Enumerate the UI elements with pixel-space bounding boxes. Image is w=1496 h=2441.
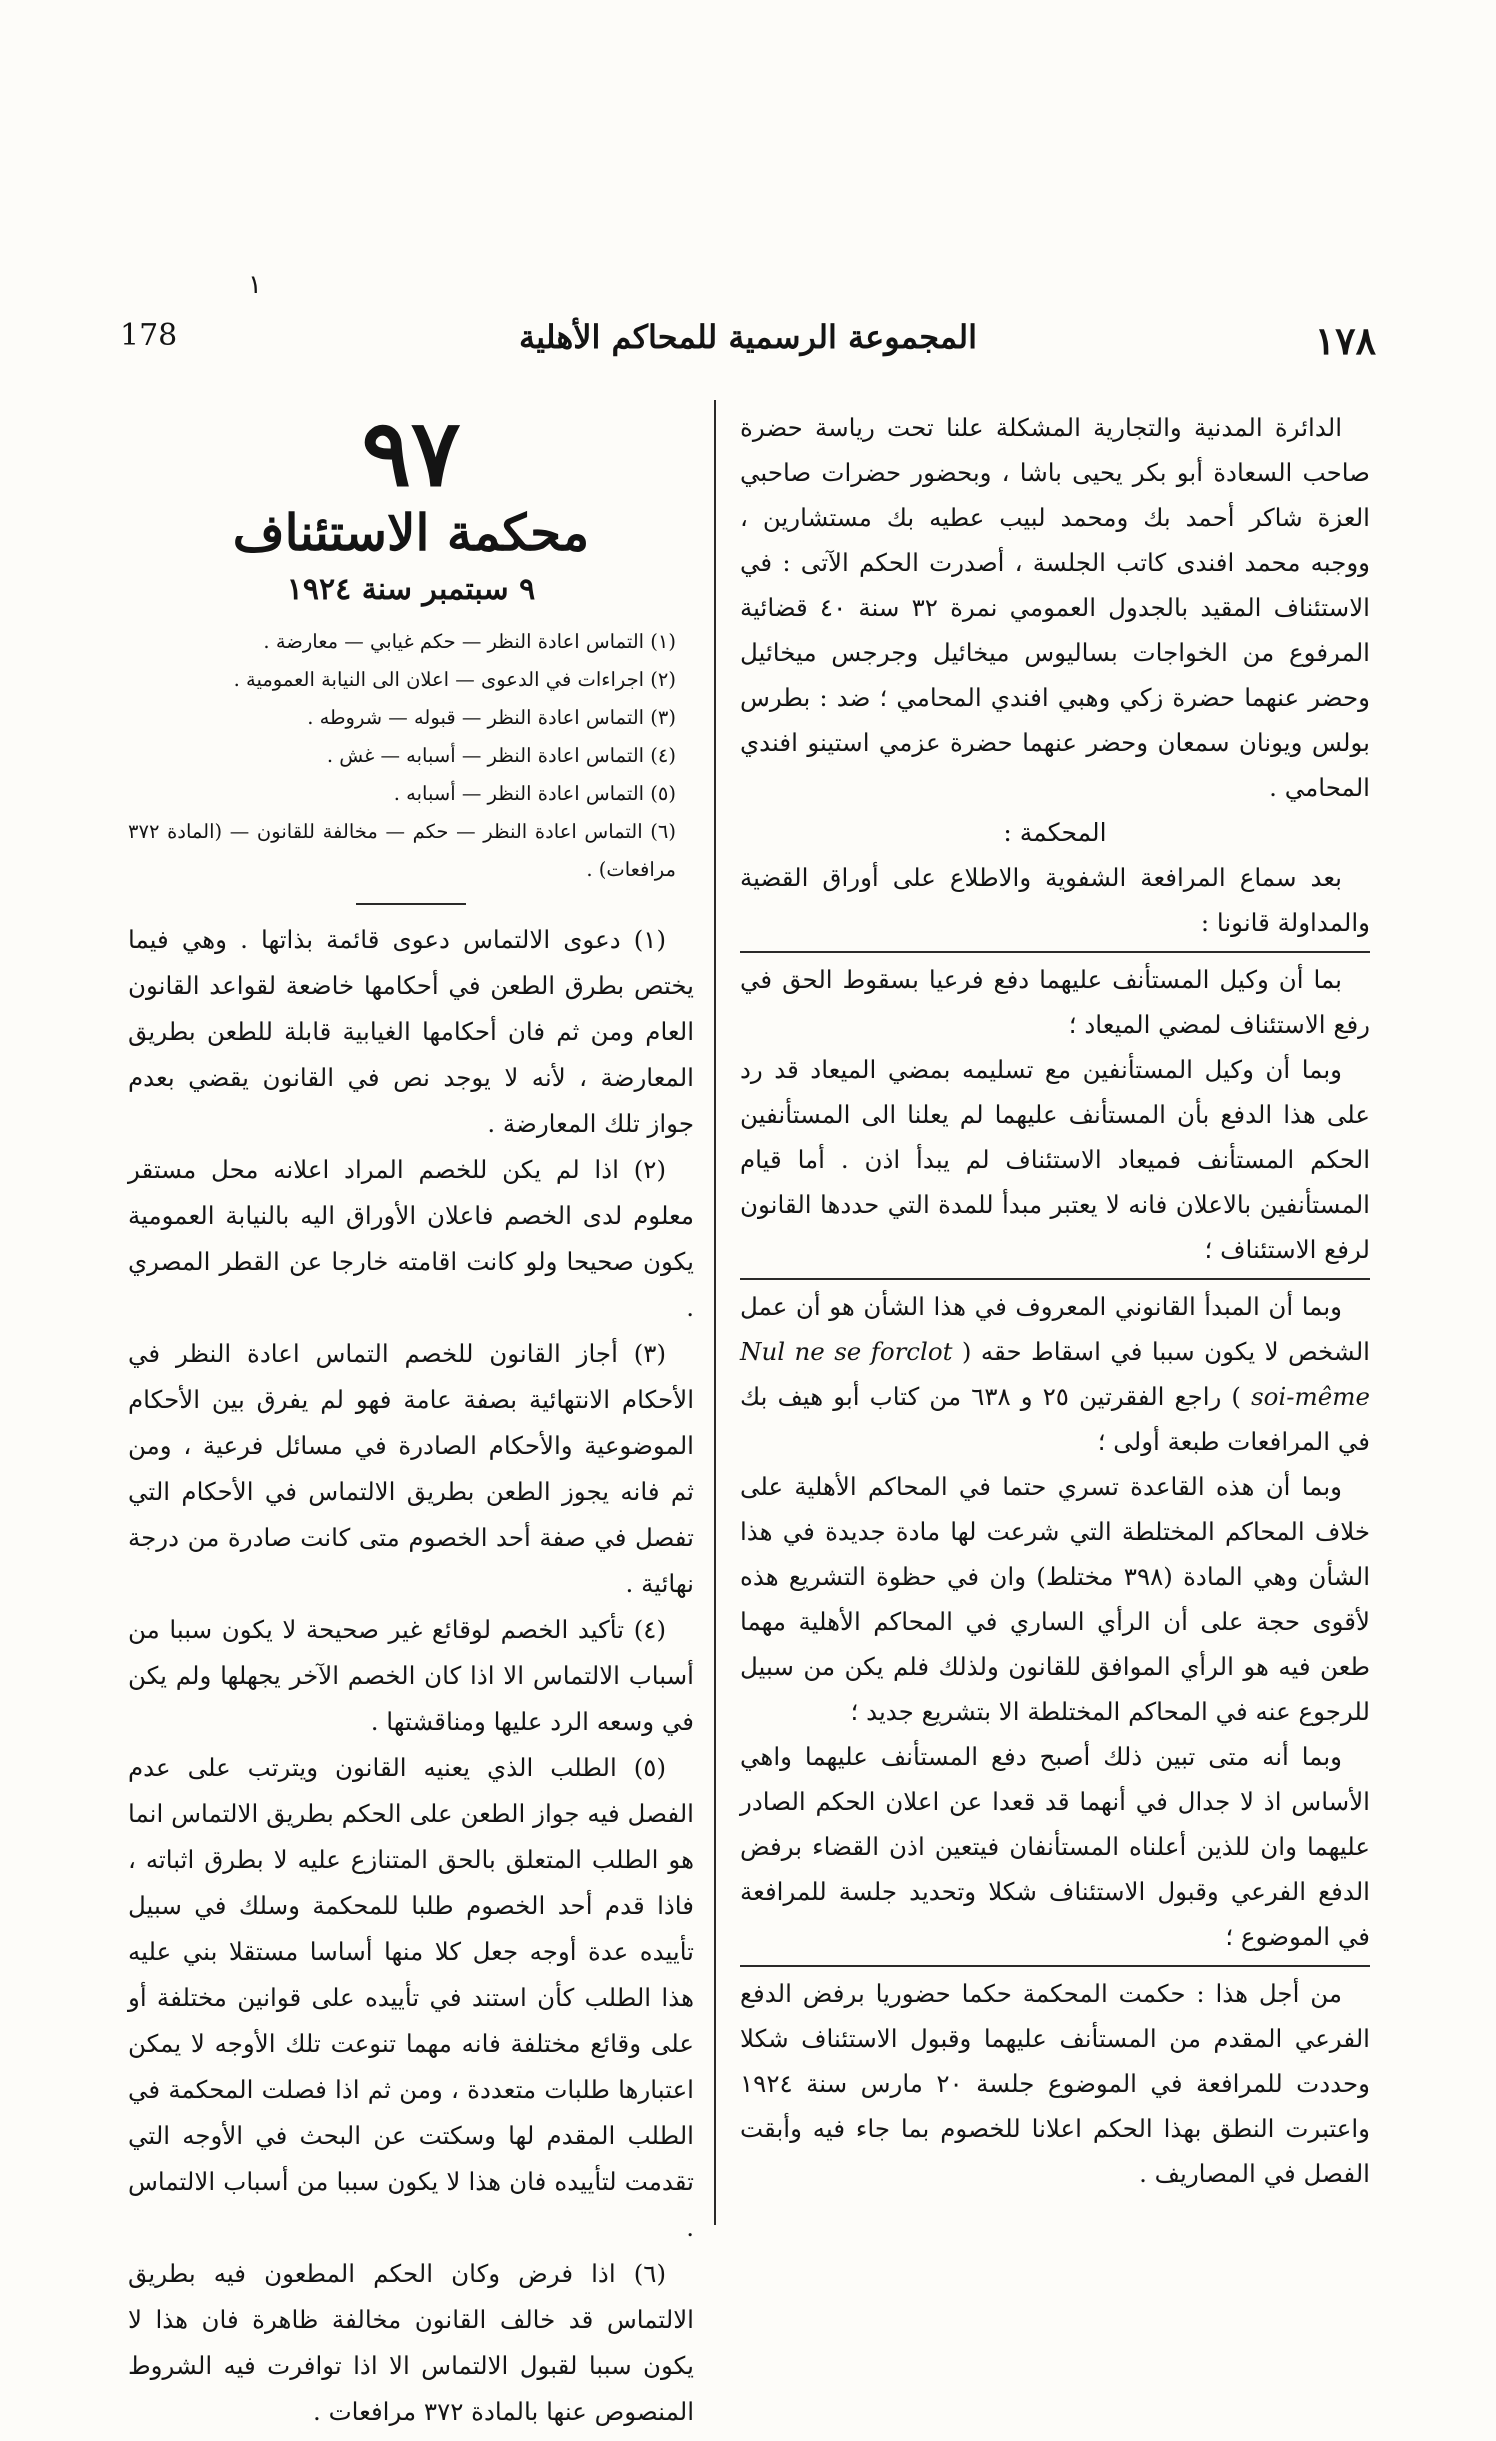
- judgment-paragraph: [740, 1278, 1370, 1464]
- headnote-item: (٤) التماس اعادة النظر — أسبابه — غش .: [326, 744, 676, 767]
- judgment-ruling: من أجل هذا : حكمت المحكمة حكما حضوريا برفض الدفع الفرعي المقدم من المستأنف عليهما وقبول الاستئناف شكلا وحددت للمرافعة في الموضوع جلسة ٢٠ مارس سنة ١٩٢٤ واعتبرت النطق بهذا الحكم اعلانا للخصوم بما جاء فيه وأبقت الفصل في المصاريف .: [740, 1965, 1370, 2196]
- page-header: [60, 318, 1436, 368]
- paragraph-text: وبما أن المبدأ القانوني المعروف في هذا الشأن هو أن عمل الشخص لا يكون سببا في اسقاط حقه (: [740, 1292, 1370, 1366]
- court-name: محكمة الاستئناف: [232, 503, 590, 562]
- judgment-paragraph: بعد سماع المرافعة الشفوية والاطلاع على أوراق القضية والمداولة قانونا :: [740, 863, 1370, 937]
- case-column: [128, 399, 694, 2435]
- court-heading: المحكمة :: [1003, 818, 1107, 847]
- headnote-item: (٣) التماس اعادة النظر — قبوله — شروطه .: [307, 706, 676, 729]
- summary-paragraph: (٣) أجاز القانون للخصم التماس اعادة النظر في الأحكام الانتهائية بصفة عامة فهو لم يفرق بين الأحكام الموضوعية والأحكام الصادرة في مسائل فرعية ، ومن ثم فانه يجوز الطعن بطريق الالتماس في الأحكام التي تفصل في صفة أحد الخصوم متى كانت صادرة من درجة نهائية .: [128, 1339, 694, 1598]
- page-number-arabic: ١٧٨: [1314, 318, 1376, 363]
- latin-phrase: forclot soi-même: [870, 1337, 1370, 1411]
- headnote-item: (١) التماس اعادة النظر — حكم غيابي — معارضة .: [263, 630, 676, 653]
- paragraph-text: ) راجع الفقرتين ٢٥ و ٦٣٨ من كتاب أبو هيف بك في المرافعات طبعة أولى ؛: [740, 1382, 1370, 1456]
- case-number: ٩٧: [361, 399, 461, 507]
- headnote-item: (٥) التماس اعادة النظر — أسبابه .: [393, 782, 676, 805]
- case-date: ٩ سبتمبر سنة ١٩٢٤: [286, 572, 536, 607]
- judgment-paragraph: وبما أنه متى تبين ذلك أصبح دفع المستأنف عليهما واهي الأساس اذ لا جدال في أنهما قد قعدا عن اعلان الحكم الصادر عليهما وان للذين أعلناه المستأنفان فيتعين اذن القضاء برفض الدفع الفرعي وقبول الاستئناف شكلا وتحديد جلسة للمرافعة في الموضوع ؛: [740, 1742, 1370, 1951]
- summary-paragraph: (٤) تأكيد الخصم لوقائع غير صحيحة لا يكون سببا من أسباب الالتماس الا اذا كان الخصم الآخر يجهلها ولم يكن في وسعه الرد عليها ومناقشتها .: [128, 1615, 694, 1736]
- latin-phrase: Nul ne se: [740, 1337, 862, 1366]
- judgment-intro: الدائرة المدنية والتجارية المشكلة علنا تحت رياسة حضرة صاحب السعادة أبو بكر يحيى باشا ، وبحضور حضرات صاحبي العزة شاكر أحمد بك ومحمد لبيب عطيه بك مستشارين ، ووجبه محمد افندى كاتب الجلسة ، أصدرت الحكم الآتى : في الاستئناف المقيد بالجدول العمومي نمرة ٣٢ سنة ٤٠ قضائية المرفوع من الخواجات بساليوس ميخائيل وجرجس ميخائيل وحضر عنهما حضرة زكي وهبي افندي المحامي ؛ ضد : بطرس بولس ويونان سمعان وحضر عنهما حضرة عزمي استينو افندي المحامي .: [740, 413, 1370, 802]
- headnote-list: [128, 623, 694, 889]
- corner-mark: ١: [248, 270, 262, 300]
- running-title: المجموعة الرسمية للمحاكم الأهلية: [518, 318, 978, 356]
- headnote-item: (٦) التماس اعادة النظر — حكم — مخالفة للقانون — (المادة ٣٧٢ مرافعات) .: [128, 820, 676, 881]
- summary-paragraph: (٢) اذا لم يكن للخصم المراد اعلانه محل مستقر معلوم لدى الخصم فاعلان الأوراق اليه بالنيابة العمومية يكون صحيحا ولو كانت اقامته خارجا عن القطر المصري .: [128, 1155, 694, 1322]
- judgment-paragraph: وبما أن هذه القاعدة تسري حتما في المحاكم الأهلية على خلاف المحاكم المختلطة التي شرعت لها مادة جديدة في هذا الشأن وهي المادة (٣٩٨ مختلط) وان في حظوة التشريع هذه لأقوى حجة على أن الرأي الساري في المحاكم الأهلية مهما طعن فيه هو الرأي الموافق للقانون ولذلك فلم يكن من سبيل للرجوع عنه في المحاكم المختلطة الا بتشريع جديد ؛: [740, 1472, 1371, 1726]
- summary-paragraph: (٥) الطلب الذي يعنيه القانون ويترتب على عدم الفصل فيه جواز الطعن على الحكم بطريق الالتماس انما هو الطلب المتعلق بالحق المتنازع عليه لا بطرق اثباته ، فاذا قدم أحد الخصوم طلبا للمحكمة وسلك في سبيل تأييده عدة أوجه جعل كلا منها أساسا مستقلا بني عليه هذا الطلب كأن استند في تأييده على قوانين مختلفة أو على وقائع مختلفة فانه مهما تنوعت تلك الأوجه لا يمكن اعتبارها طلبات متعددة ، ومن ثم اذا فصلت المحكمة في الطلب المقدم لها وسكتت عن البحث في الأوجه التي تقدمت لتأييده فان هذا لا يكون سببا من أسباب الالتماس .: [128, 1753, 694, 2242]
- page-number-latin: 178: [120, 318, 178, 353]
- section-rule: [356, 903, 466, 905]
- summary-paragraph: (٦) اذا فرض وكان الحكم المطعون فيه بطريق الالتماس قد خالف القانون مخالفة ظاهرة فان هذا لا يكون سببا لقبول الالتماس الا اذا توافرت فيه الشروط المنصوص عنها بالمادة ٣٧٢ مرافعات .: [128, 2259, 694, 2426]
- judgment-column: [740, 405, 1370, 2196]
- judgment-paragraph: وبما أن وكيل المستأنفين مع تسليمه بمضي الميعاد قد رد على هذا الدفع بأن المستأنف عليهما لم يعلنا الى المستأنفين الحكم المستأنف فميعاد الاستئناف لم يبدأ اذن . أما قيام المستأنفين بالاعلان فانه لا يعتبر مبدأ للمدة التي حددها القانون لرفع الاستئناف ؛: [740, 1055, 1370, 1264]
- summary-paragraph: (١) دعوى الالتماس دعوى قائمة بذاتها . وهي فيما يختص بطرق الطعن في أحكامها خاضعة لقواعد القانون العام ومن ثم فان أحكامها الغيابية قابلة للطعن بطريق المعارضة ، لأنه لا يوجد نص في القانون يقضي بعدم جواز تلك المعارضة .: [128, 925, 694, 1138]
- column-divider: [714, 400, 716, 2225]
- headnote-item: (٢) اجراءات في الدعوى — اعلان الى النيابة العمومية .: [233, 668, 676, 691]
- judgment-paragraph: بما أن وكيل المستأنف عليهما دفع فرعيا بسقوط الحق في رفع الاستئناف لمضي الميعاد ؛: [740, 951, 1370, 1047]
